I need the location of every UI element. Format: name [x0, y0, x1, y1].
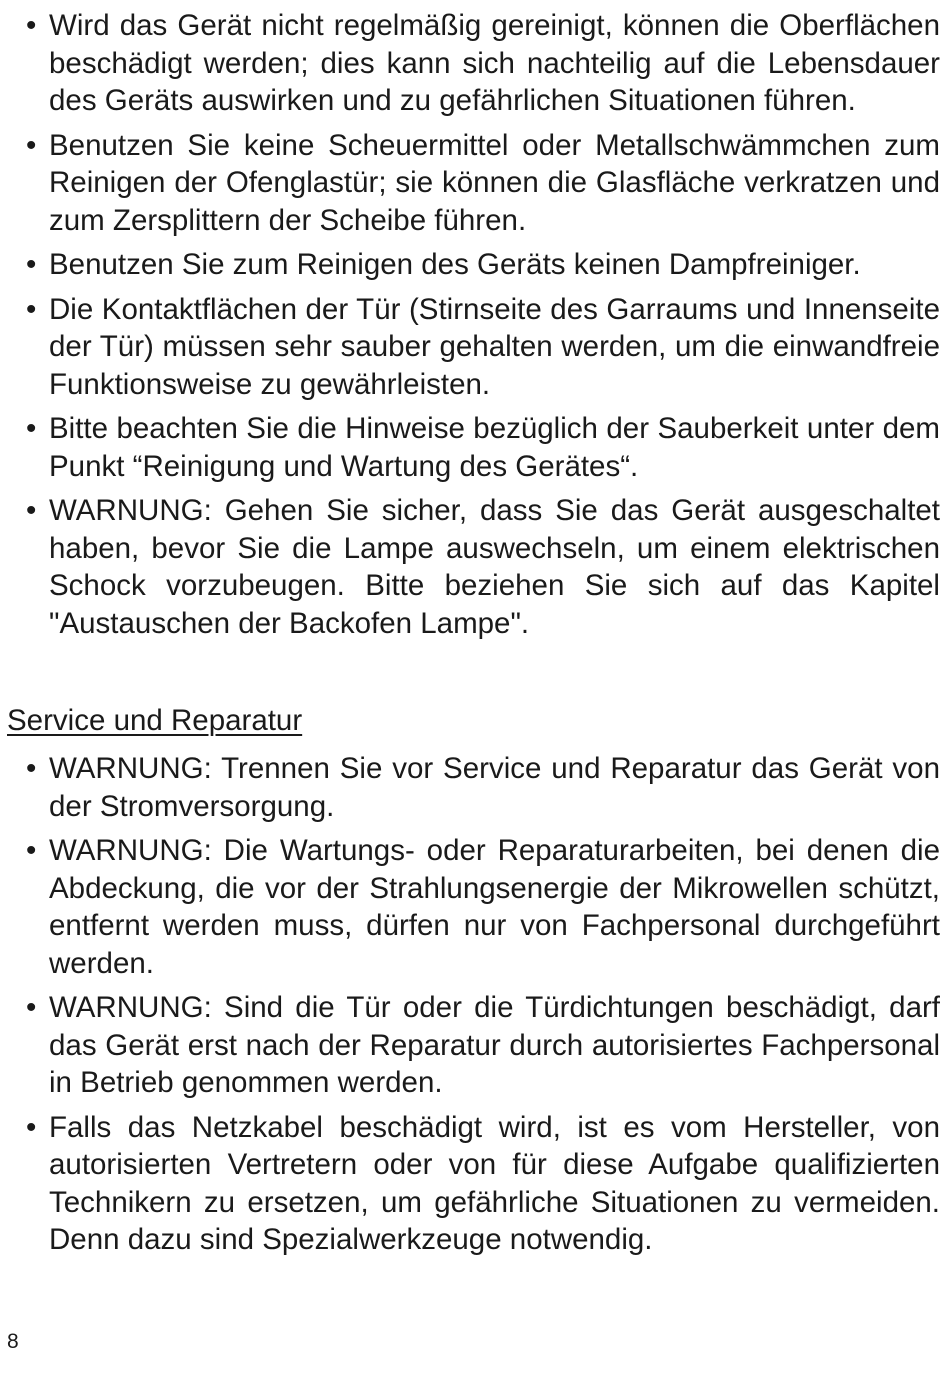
list-item-text: Benutzen Sie zum Reinigen des Geräts keinen Dampfreiniger. [49, 248, 861, 281]
bullet-icon: • [26, 494, 37, 527]
list-item-text: Bitte beachten Sie die Hinweise bezüglich der Sauberkeit unter dem Punkt “Reinigung und Wartung des Gerätes“. [49, 412, 940, 483]
list-item-text: WARNUNG: Trennen Sie vor Service und Reparatur das Gerät von der Stromversorgung. [49, 752, 940, 823]
bullet-icon: • [26, 412, 37, 445]
service-repair-list [26, 750, 940, 1266]
list-item [26, 7, 940, 120]
bullet-icon: • [26, 292, 37, 326]
bullet-icon: • [26, 991, 37, 1024]
list-item [26, 127, 940, 240]
bullet-icon: • [26, 752, 37, 785]
list-item-text: Benutzen Sie keine Scheuermittel oder Metallschwämmchen zum Reinigen der Ofenglastür; sie können die Glasfläche verkratzen und zum Zersplittern der Scheibe führen. [49, 128, 940, 237]
list-item [26, 989, 940, 1102]
list-item [26, 832, 940, 982]
bullet-icon: • [26, 834, 37, 867]
list-item [26, 1109, 940, 1259]
list-item [26, 492, 940, 642]
cleaning-safety-list [26, 7, 940, 649]
list-item-text: Falls das Netzkabel beschädigt wird, ist es vom Hersteller, von autorisierten Vertretern oder von für diese Aufgabe qualifizierten Technikern zu ersetzen, um gefährliche Situationen zu vermeiden. Denn dazu sind Spezialwerkzeuge notwendig. [49, 1110, 940, 1256]
list-item [26, 291, 940, 404]
list-item-text: Die Kontaktflächen der Tür (Stirnseite des Garraums und Innenseite der Tür) müssen sehr sauber gehalten werden, um die einwandfreie Funktionsweise zu gewährleisten. [49, 292, 940, 401]
list-item-text: Wird das Gerät nicht regelmäßig gereinigt, können die Oberflächen beschädigt werden; dies kann sich nachteilig auf die Lebensdauer des Geräts auswirken und zu gefährlichen Situationen führen. [49, 9, 940, 117]
list-item-text: WARNUNG: Gehen Sie sicher, dass Sie das Gerät ausgeschaltet haben, bevor Sie die Lampe auswechseln, um einem elektrischen Schock vorzubeugen. Bitte beziehen Sie sich auf das Kapitel "Austauschen der Backofen Lampe". [49, 494, 940, 640]
bullet-icon: • [26, 1110, 37, 1144]
list-item [26, 750, 940, 825]
section-heading-service: Service und Reparatur [7, 704, 303, 737]
list-item-text: WARNUNG: Die Wartungs- oder Reparaturarbeiten, bei denen die Abdeckung, die vor der Strahlungsenergie der Mikrowellen schützt, entfernt werden muss, dürfen nur von Fachpersonal durchgeführt werden. [49, 834, 940, 980]
bullet-icon: • [26, 9, 37, 42]
list-item-text: WARNUNG: Sind die Tür oder die Türdichtungen beschädigt, darf das Gerät erst nach der Reparatur durch autorisiertes Fachpersonal in Betrieb genommen werden. [49, 991, 940, 1099]
bullet-icon: • [26, 248, 37, 281]
list-item [26, 410, 940, 485]
bullet-icon: • [26, 128, 37, 162]
page-number: 8 [7, 1330, 19, 1353]
list-item [26, 246, 940, 284]
